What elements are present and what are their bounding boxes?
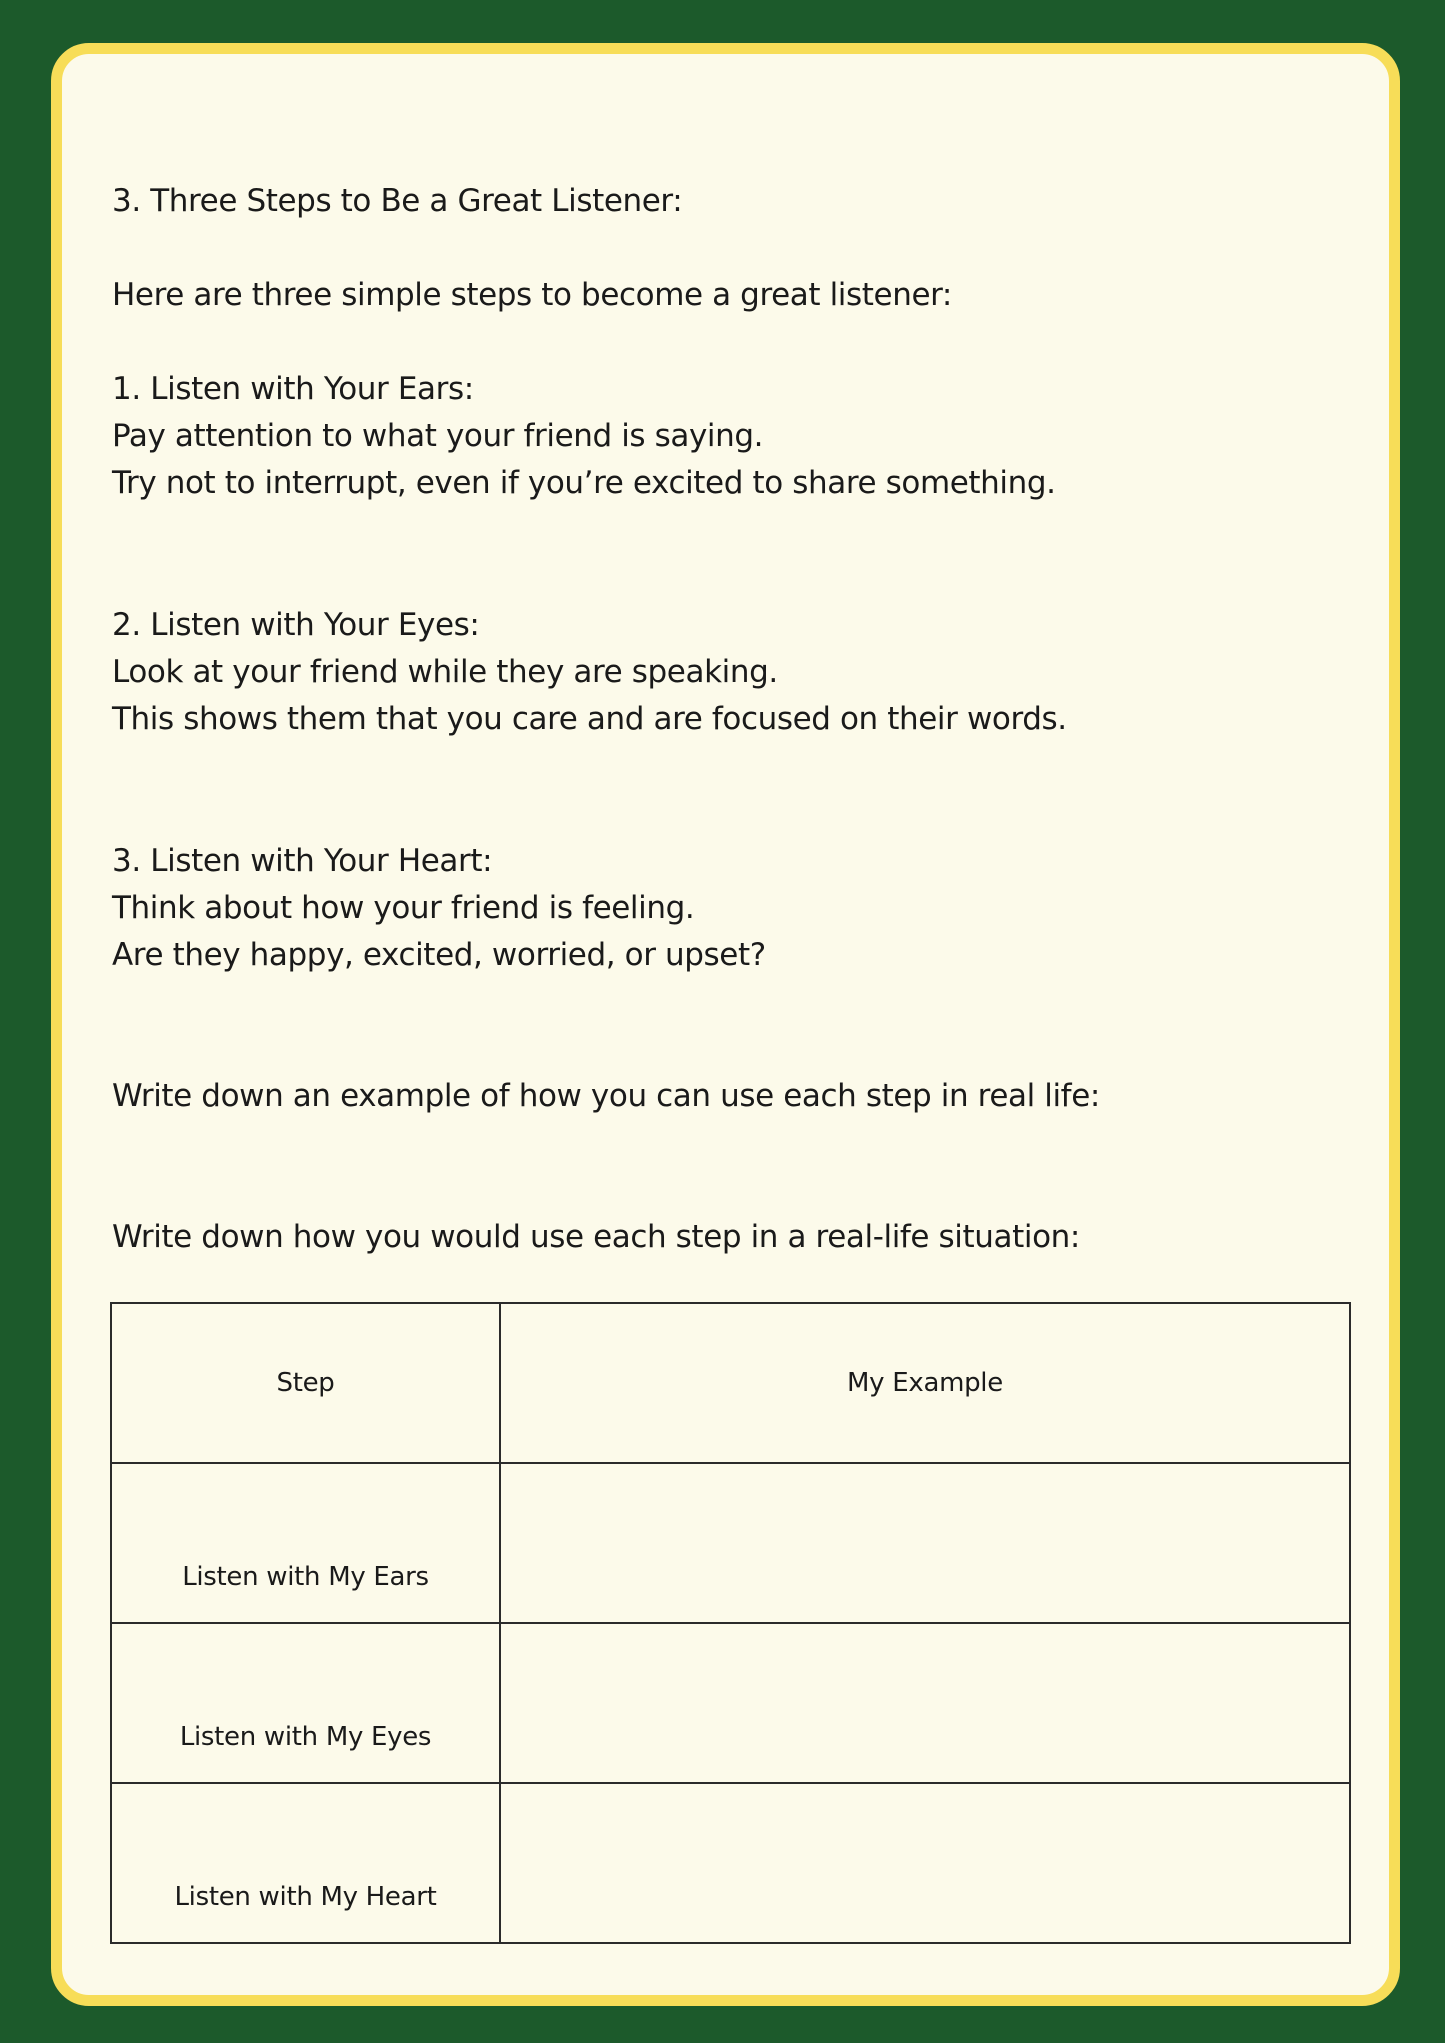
instruction-2: Write down how you would use each step in a real-life situation: — [112, 1219, 1080, 1255]
instruction-1: Write down an example of how you can use each step in real life: — [112, 1078, 1100, 1114]
worksheet-text — [112, 178, 1349, 1261]
header-step: Step — [111, 1303, 500, 1463]
step-1-heading: 1. Listen with Your Ears: — [112, 371, 474, 407]
table-row — [111, 1623, 1350, 1783]
step-2-line-2: This shows them that you care and are focused on their words. — [112, 701, 1067, 737]
step-cell-heart: Listen with My Heart — [111, 1783, 500, 1943]
table-row — [111, 1463, 1350, 1623]
step-cell-ears: Listen with My Ears — [111, 1463, 500, 1623]
example-cell-ears[interactable] — [500, 1463, 1350, 1623]
examples-table — [110, 1302, 1351, 1944]
header-my-example: My Example — [500, 1303, 1350, 1463]
step-2-line-1: Look at your friend while they are speaking. — [112, 654, 778, 690]
example-cell-eyes[interactable] — [500, 1623, 1350, 1783]
step-1-line-2: Try not to interrupt, even if you’re excited to share something. — [112, 465, 1056, 501]
section-intro: Here are three simple steps to become a great listener: — [112, 277, 952, 313]
step-3-line-2: Are they happy, excited, worried, or upset? — [112, 937, 766, 973]
example-cell-heart[interactable] — [500, 1783, 1350, 1943]
section-title: 3. Three Steps to Be a Great Listener: — [112, 183, 683, 219]
step-3-line-1: Think about how your friend is feeling. — [112, 890, 695, 926]
step-cell-eyes: Listen with My Eyes — [111, 1623, 500, 1783]
step-2-heading: 2. Listen with Your Eyes: — [112, 607, 480, 643]
step-3-heading: 3. Listen with Your Heart: — [112, 843, 493, 879]
table-header-row — [111, 1303, 1350, 1463]
table-row — [111, 1783, 1350, 1943]
step-1-line-1: Pay attention to what your friend is saying. — [112, 418, 764, 454]
worksheet-card — [51, 43, 1400, 2006]
